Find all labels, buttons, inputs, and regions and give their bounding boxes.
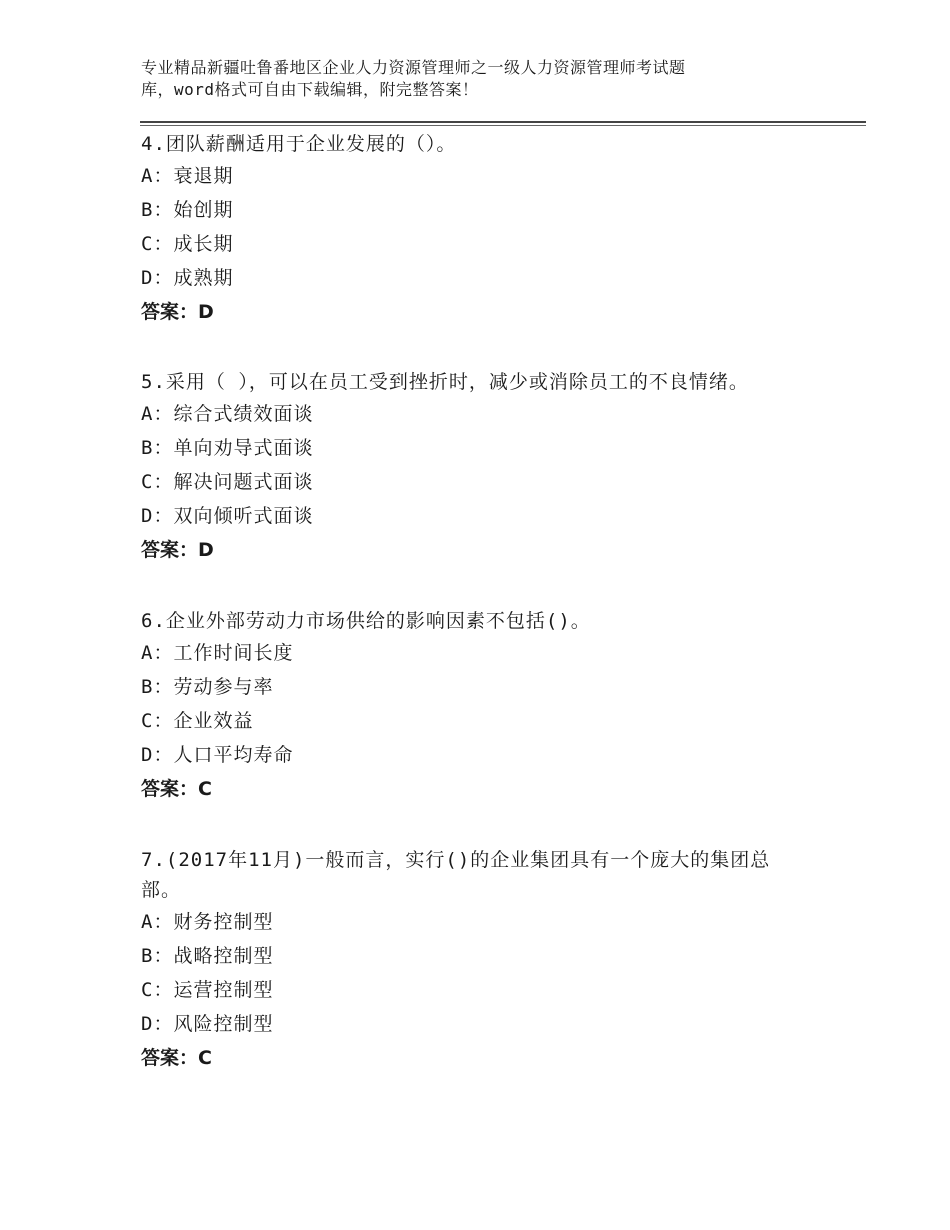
question-stem: 6.企业外部劳动力市场供给的影响因素不包括()。: [141, 610, 591, 632]
question-stem: 4.团队薪酬适用于企业发展的（）。: [141, 133, 457, 155]
option-b: B：劳动参与率: [141, 676, 274, 698]
answer: 答案：C: [141, 1047, 212, 1069]
option-c: C：企业效益: [141, 710, 254, 732]
question-7: [141, 845, 841, 1075]
answer: 答案：D: [141, 539, 214, 561]
option-d: D：风险控制型: [141, 1013, 274, 1035]
header-line-2: 库，word格式可自由下载编辑，附完整答案！: [141, 80, 479, 99]
option-a: A：财务控制型: [141, 911, 274, 933]
answer: 答案：D: [141, 301, 214, 323]
header-divider-thick: [140, 121, 866, 123]
header-line-1: 专业精品新疆吐鲁番地区企业人力资源管理师之一级人力资源管理师考试题: [141, 58, 686, 77]
option-b: B：单向劝导式面谈: [141, 437, 314, 459]
option-a: A：衰退期: [141, 165, 234, 187]
option-a: A：综合式绩效面谈: [141, 403, 314, 425]
option-d: D：成熟期: [141, 267, 234, 289]
document-header: [141, 57, 781, 101]
option-c: C：成长期: [141, 233, 234, 255]
question-6: [141, 606, 841, 806]
question-5: [141, 367, 841, 567]
header-divider-thin: [140, 125, 866, 126]
question-stem-line-1: 7.(2017年11月)一般而言，实行()的企业集团具有一个庞大的集团总: [141, 849, 771, 871]
question-stem: 5.采用（ ），可以在员工受到挫折时，减少或消除员工的不良情绪。: [141, 371, 749, 393]
option-a: A：工作时间长度: [141, 642, 294, 664]
question-4: [141, 129, 841, 329]
option-c: C：运营控制型: [141, 979, 274, 1001]
question-stem-line-2: 部。: [141, 879, 182, 901]
option-c: C：解决问题式面谈: [141, 471, 314, 493]
option-b: B：战略控制型: [141, 945, 274, 967]
option-d: D：双向倾听式面谈: [141, 505, 314, 527]
option-d: D：人口平均寿命: [141, 744, 294, 766]
answer: 答案：C: [141, 778, 212, 800]
option-b: B：始创期: [141, 199, 234, 221]
